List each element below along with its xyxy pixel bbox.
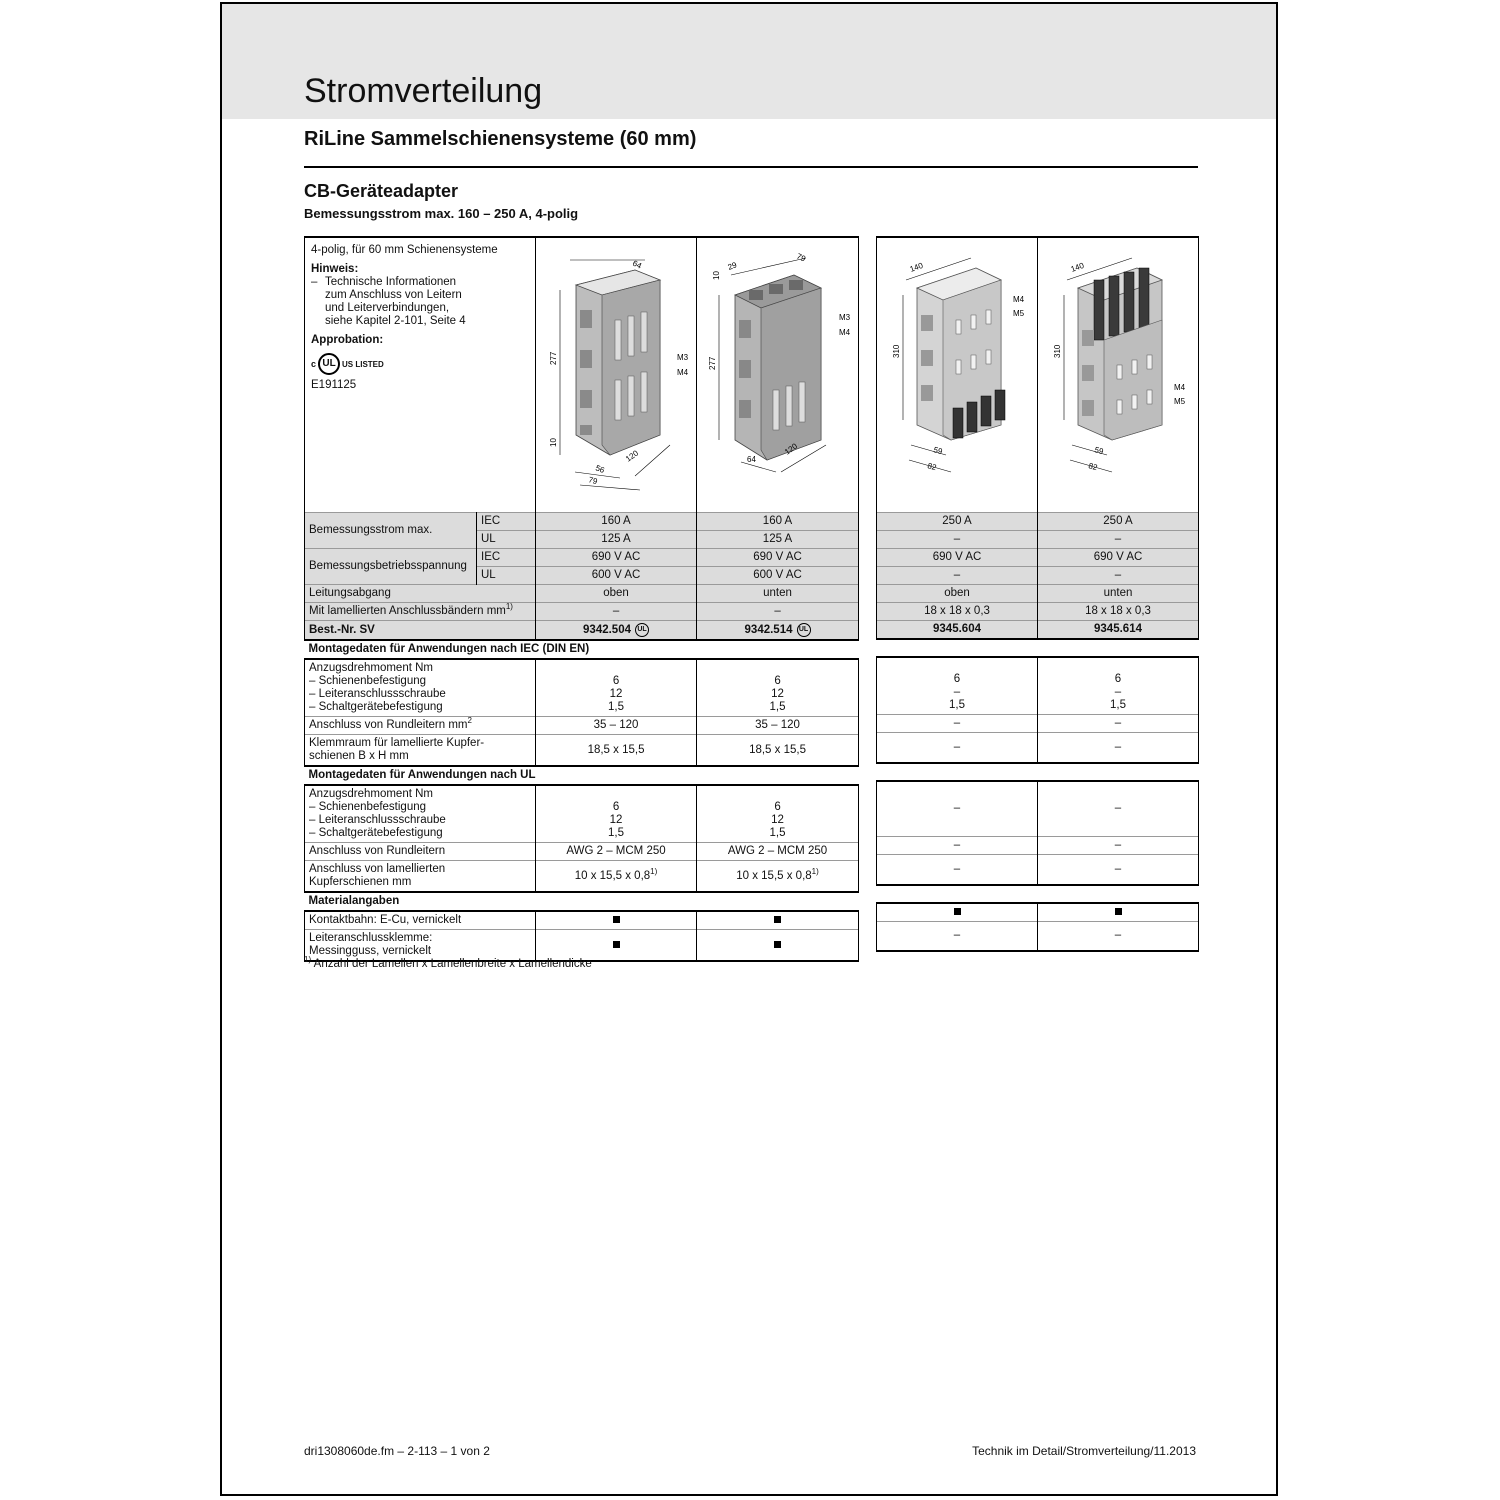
- filled-square-icon: [954, 908, 961, 915]
- cell-value: [536, 861, 697, 893]
- page-title: Stromverteilung: [304, 72, 543, 110]
- dim-label: 79: [587, 475, 599, 487]
- cell-value: [536, 930, 697, 962]
- cell-value: 160 A: [536, 513, 697, 531]
- cell-value: 250 A: [877, 513, 1038, 531]
- order-number: 9342.514: [744, 624, 793, 637]
- filled-square-icon: [613, 916, 620, 923]
- thread-label: M4: [1174, 383, 1186, 392]
- section-header-row: [305, 640, 859, 659]
- hinweis-line: siehe Kapitel 2-101, Seite 4: [325, 315, 466, 327]
- thread-label: M5: [1174, 397, 1186, 406]
- cell-value: –: [877, 715, 1038, 733]
- cell-value: oben: [877, 585, 1038, 603]
- system-label: IEC: [477, 513, 536, 531]
- row-iec-rundleiter: [877, 715, 1199, 733]
- row-label: [305, 785, 536, 843]
- cell-value: –: [877, 567, 1038, 585]
- cell-value: [1038, 903, 1199, 922]
- dim-label: 59: [1093, 445, 1105, 457]
- ul-mark-icon: UL: [797, 623, 811, 637]
- footnote-ref: 1): [811, 866, 819, 876]
- row-leitungsabgang: [877, 585, 1199, 603]
- thread-label: M3: [839, 313, 851, 322]
- label-line: – Schienenbefestigung: [309, 801, 427, 814]
- row-iec-torque: [877, 657, 1199, 715]
- footer-doc-ref: Technik im Detail/Stromverteilung/11.2013: [972, 1444, 1196, 1458]
- value-line: 12: [609, 688, 623, 701]
- footnote-text: Anzahl der Lamellen x Lamellenbreite x Lamellendicke: [311, 958, 592, 970]
- cell-value: unten: [1038, 585, 1199, 603]
- dim-label: 82: [1087, 461, 1099, 473]
- hinweis-dash: –: [311, 276, 318, 288]
- ul-mark-icon: UL: [635, 623, 649, 637]
- row-kontaktbahn: [305, 911, 859, 930]
- section-header: Montagedaten für Anwendungen nach IEC (DIN EN): [305, 640, 859, 659]
- thread-label: M4: [839, 328, 851, 337]
- order-number: 9345.614: [1038, 621, 1199, 640]
- approbation-number: E191125: [311, 379, 357, 391]
- row-label: [304, 930, 536, 965]
- cell-value: 600 V AC: [536, 567, 697, 585]
- cell-value: 18,5 x 15,5: [697, 735, 859, 767]
- spec-table-250a: [876, 236, 1199, 952]
- value-line: 6: [953, 673, 961, 685]
- page-frame: [220, 2, 1278, 1496]
- value-line: 1,5: [949, 699, 965, 711]
- section-header: Montagedaten für Anwendungen nach UL: [305, 766, 859, 785]
- row-iec-torque: [305, 659, 859, 717]
- dim-label: 56: [594, 463, 606, 475]
- cell-value: 125 A: [536, 531, 697, 549]
- ul-logo-mark: UL: [318, 353, 340, 375]
- row-ul-kupferschienen: [877, 855, 1199, 885]
- filled-square-icon: [1115, 908, 1122, 915]
- row-betriebsspannung-iec: [305, 549, 859, 567]
- cell-value: –: [697, 603, 859, 621]
- row-klemme: [877, 921, 1199, 951]
- thread-label: M4: [677, 368, 689, 377]
- value-line: 6: [1114, 673, 1122, 685]
- value-line: 6: [612, 801, 620, 814]
- value-line: 6: [612, 675, 620, 688]
- ul-logo-c: c: [311, 358, 317, 369]
- dim-label: 277: [549, 351, 559, 365]
- image-row: [877, 237, 1199, 513]
- label-line: – Schaltgerätebefestigung: [309, 827, 443, 840]
- label-line: Anschluss von lamellierten: [309, 863, 446, 876]
- row-ul-rundleiter: [305, 843, 859, 861]
- cell-value: –: [1038, 781, 1199, 837]
- cell-value: –: [877, 855, 1038, 885]
- row-label: Bemessungsstrom max.: [305, 513, 477, 549]
- info-line1: 4-polig, für 60 mm Schienensysteme: [311, 244, 498, 256]
- label-line: – Schienenbefestigung: [309, 675, 427, 688]
- section-spacer-row: [877, 639, 1199, 657]
- footnote: [304, 955, 592, 970]
- approbation-label: Approbation:: [311, 334, 384, 346]
- ul-listed-logo: [311, 353, 529, 375]
- section-header: Materialangaben: [305, 892, 859, 911]
- cell-value: [536, 785, 697, 843]
- cell-value: –: [1038, 855, 1199, 885]
- dim-label: 120: [783, 441, 800, 457]
- label-line: – Leiteranschlussschraube: [309, 814, 446, 827]
- row-ul-torque: [877, 781, 1199, 837]
- row-label: [305, 717, 536, 735]
- dim-label: 120: [624, 448, 641, 464]
- cell-value: 250 A: [1038, 513, 1199, 531]
- adapter-drawing-3: [881, 240, 1038, 506]
- cell-value: 160 A: [697, 513, 859, 531]
- footer-file-ref: dri1308060de.fm – 2-113 – 1 von 2: [304, 1444, 490, 1458]
- cell-value: [697, 911, 859, 930]
- value-line: 6: [774, 675, 781, 688]
- label-line: Anzugsdrehmoment Nm: [309, 788, 433, 801]
- label-line: Leiteranschlussklemme:: [309, 932, 433, 945]
- row-leitungsabgang: [305, 585, 859, 603]
- cell-value: [697, 785, 859, 843]
- row-label: Anschluss von Rundleitern: [305, 843, 536, 861]
- value-text: 10 x 15,5 x 0,8: [736, 869, 812, 882]
- cell-value: 690 V AC: [877, 549, 1038, 567]
- value-line: 12: [771, 688, 784, 701]
- dim-label: 59: [932, 445, 944, 457]
- hinweis-line: zum Anschluss von Leitern: [325, 289, 462, 301]
- cell-value: –: [1038, 733, 1199, 763]
- label-line: Messingguss, vernickelt: [309, 945, 432, 958]
- header-rule: [304, 166, 1198, 168]
- cell-value: –: [1038, 715, 1199, 733]
- row-bestnr: [877, 621, 1199, 640]
- cell-value: AWG 2 – MCM 250: [536, 843, 697, 861]
- cell-value: [536, 911, 697, 930]
- dim-label: 79: [795, 251, 808, 264]
- label-line: – Schaltgerätebefestigung: [309, 701, 443, 714]
- section-header-row: [305, 766, 859, 785]
- order-number: 9345.604: [877, 621, 1038, 640]
- value-text: 10 x 15,5 x 0,8: [574, 869, 651, 882]
- row-label-text: Mit lamellierten Anschlussbändern mm: [309, 605, 506, 617]
- adapter-drawing-1: [540, 240, 697, 506]
- cell-value: –: [877, 781, 1038, 837]
- cell-value: 18 x 18 x 0,3: [1038, 603, 1199, 621]
- value-line: 12: [609, 814, 623, 827]
- dim-label: 10: [712, 271, 722, 280]
- row-bemessungsstrom-ul: [877, 531, 1199, 549]
- product-image-9345614: [1038, 237, 1199, 513]
- row-bemessungsstrom-iec: [305, 513, 859, 531]
- row-betriebsspannung-ul: [877, 567, 1199, 585]
- label-line: Klemmraum für lamellierte Kupfer-: [309, 737, 485, 750]
- thread-label: M3: [677, 353, 689, 362]
- footnote-marker: 1): [304, 955, 312, 965]
- footnote-ref: 1): [650, 866, 658, 876]
- ul-logo-us: US LISTED: [342, 359, 384, 369]
- value-line: 6: [774, 801, 781, 814]
- value-line: 1,5: [608, 701, 625, 714]
- row-ul-rundleiter: [877, 837, 1199, 855]
- row-label: Bemessungsbetriebsspannung: [305, 549, 477, 585]
- dim-label: 82: [926, 461, 938, 473]
- cell-value: 600 V AC: [697, 567, 859, 585]
- label-line: – Leiteranschlussschraube: [309, 688, 446, 701]
- order-number: 9342.504: [583, 624, 631, 637]
- cell-value: [877, 657, 1038, 715]
- dim-label: 10: [549, 438, 559, 447]
- system-label: UL: [477, 567, 536, 585]
- row-ul-torque: [305, 785, 859, 843]
- footnote-ref: 1): [505, 602, 513, 612]
- product-image-9345604: [877, 237, 1038, 513]
- cell-value: [697, 659, 859, 717]
- row-bestnr: [305, 621, 859, 641]
- adapter-drawing-4: [1042, 240, 1199, 506]
- filled-square-icon: [774, 941, 781, 948]
- label-line: Anzugsdrehmoment Nm: [309, 662, 433, 675]
- cell-value: –: [1038, 567, 1199, 585]
- cell-value: –: [1038, 837, 1199, 855]
- section-header-row: [305, 892, 859, 911]
- row-label: [305, 861, 536, 893]
- row-lamelliert: [305, 603, 859, 621]
- value-line: 1,5: [769, 827, 786, 840]
- row-ul-kupferschienen: [305, 861, 859, 893]
- row-label: [305, 659, 536, 717]
- cell-value: [877, 903, 1038, 922]
- cell-value: [697, 861, 859, 893]
- section-subtitle: Bemessungsstrom max. 160 – 250 A, 4-polig: [304, 206, 579, 221]
- hinweis-line: und Leiterverbindungen,: [325, 302, 450, 314]
- cell-value: 35 – 120: [536, 717, 697, 735]
- filled-square-icon: [613, 941, 620, 948]
- system-label: IEC: [477, 549, 536, 567]
- row-iec-klemmraum: [877, 733, 1199, 763]
- product-image-9342514: [697, 237, 859, 513]
- cell-value: 35 – 120: [697, 717, 859, 735]
- cell-value: [697, 930, 859, 962]
- info-cell: [305, 237, 536, 513]
- filled-square-icon: [774, 916, 781, 923]
- section-spacer-row: [877, 763, 1199, 781]
- system-label: UL: [477, 531, 536, 549]
- row-label: Kontaktbahn: E-Cu, vernickelt: [305, 911, 536, 930]
- value-line: 1,5: [769, 701, 786, 714]
- cell-value: –: [877, 921, 1038, 951]
- row-label: Leitungsabgang: [305, 585, 536, 603]
- hinweis-line: Technische Informationen: [325, 276, 457, 288]
- cell-value: 125 A: [697, 531, 859, 549]
- section-spacer-row: [877, 885, 1199, 903]
- value-line: 1,5: [608, 827, 625, 840]
- dim-label: 277: [708, 356, 718, 370]
- cell-value: 18,5 x 15,5: [536, 735, 697, 767]
- cell-value: –: [536, 603, 697, 621]
- cell-value: 690 V AC: [536, 549, 697, 567]
- dim-label: 310: [892, 344, 901, 358]
- dim-label: 310: [1053, 344, 1062, 358]
- cell-value: –: [877, 837, 1038, 855]
- dim-label: 140: [1069, 260, 1086, 274]
- dim-label: 140: [908, 260, 925, 274]
- image-row: [305, 237, 859, 513]
- page-subtitle: RiLine Sammelschienensysteme (60 mm): [304, 128, 697, 150]
- cell-value: –: [877, 733, 1038, 763]
- order-number-cell: [697, 621, 859, 641]
- order-number-cell: [536, 621, 697, 641]
- row-bemessungsstrom-iec: [877, 513, 1199, 531]
- row-label: [305, 735, 536, 767]
- label-line: Kupferschienen mm: [309, 876, 412, 889]
- adapter-drawing-2: [701, 240, 859, 506]
- row-klemme: [305, 930, 859, 962]
- row-iec-klemmraum: [305, 735, 859, 767]
- value-line: 12: [771, 814, 784, 827]
- dim-label: 64: [747, 455, 756, 464]
- section-title: CB-Geräteadapter: [304, 181, 459, 201]
- value-line: 1,5: [1110, 699, 1126, 711]
- cell-value: 18 x 18 x 0,3: [877, 603, 1038, 621]
- row-label: Best.-Nr. SV: [305, 621, 536, 641]
- thread-label: M5: [1013, 309, 1025, 318]
- cell-value: unten: [697, 585, 859, 603]
- row-lamelliert: [877, 603, 1199, 621]
- cell-value: 690 V AC: [697, 549, 859, 567]
- hinweis-label: Hinweis:: [311, 263, 359, 275]
- cell-value: –: [1038, 531, 1199, 549]
- value-line: –: [953, 686, 961, 698]
- value-line: –: [1114, 686, 1122, 698]
- cell-value: –: [1038, 921, 1199, 951]
- cell-value: [1038, 657, 1199, 715]
- row-label: [305, 603, 536, 621]
- label-line: schienen B x H mm: [309, 750, 409, 763]
- row-kontaktbahn: [877, 903, 1199, 922]
- cell-value: AWG 2 – MCM 250: [697, 843, 859, 861]
- dim-label: 64: [631, 258, 644, 271]
- cell-value: [536, 659, 697, 717]
- row-iec-rundleiter: [305, 717, 859, 735]
- row-betriebsspannung-iec: [877, 549, 1199, 567]
- cell-value: 690 V AC: [1038, 549, 1199, 567]
- cell-value: oben: [536, 585, 697, 603]
- superscript: 2: [467, 716, 472, 726]
- row-label-text: Anschluss von Rundleitern mm: [309, 719, 468, 732]
- dim-label: 29: [726, 260, 739, 272]
- cell-value: –: [877, 531, 1038, 549]
- thread-label: M4: [1013, 295, 1025, 304]
- product-image-9342504: [536, 237, 697, 513]
